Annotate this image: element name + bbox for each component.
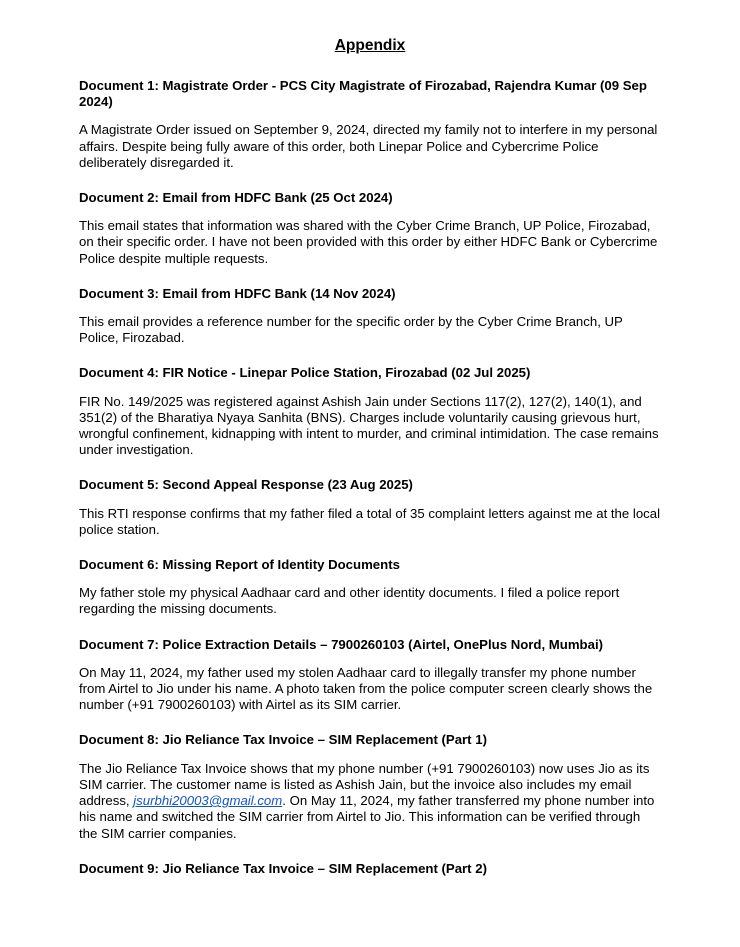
document-8-body-before: The Jio Reliance Tax Invoice shows that my phone number (+91 7900260103) now uses Jio as its SIM carrier. The customer name is listed as Ashish Jain, but the invoice also includes my email address, bbox=[79, 760, 650, 809]
document-8-body bbox=[79, 761, 661, 842]
document-3-body: This email provides a reference number for the specific order by the Cyber Crime Branch, UP Police, Firozabad. bbox=[79, 314, 623, 346]
document-2-body: This email states that information was shared with the Cyber Crime Branch, UP Police, Firozabad, on their specific order. I have not been provided with this order by either HDFC Bank or Cybercrime Police despite multiple requests. bbox=[79, 218, 658, 266]
page-title: Appendix bbox=[334, 37, 406, 54]
document-5-heading: Document 5: Second Appeal Response (23 Aug 2025) bbox=[79, 477, 413, 493]
document-9-heading: Document 9: Jio Reliance Tax Invoice – SIM Replacement (Part 2) bbox=[79, 860, 487, 876]
document-6-body: My father stole my physical Aadhaar card and other identity documents. I filed a police report regarding the missing documents. bbox=[79, 585, 620, 617]
document-7-heading: Document 7: Police Extraction Details – 7900260103 (Airtel, OnePlus Nord, Mumbai) bbox=[79, 636, 604, 652]
document-5-body: This RTI response confirms that my father filed a total of 35 complaint letters against me at the local police station. bbox=[79, 505, 661, 537]
document-8-body-after: . On May 11, 2024, my father transferred my phone number into his name and switched the SIM carrier from Airtel to Jio. This information can be verified through the SIM carrier companies. bbox=[79, 793, 655, 841]
document-3-heading: Document 3: Email from HDFC Bank (14 Nov 2024) bbox=[79, 285, 396, 301]
document-4-body: FIR No. 149/2025 was registered against Ashish Jain under Sections 117(2), 127(2), 140(1), and 351(2) of the Bharatiya Nyaya Sanhita (BNS). Charges include voluntarily causing grievous hurt, wrongful confinement, kidnapping with intent to murder, and criminal intimidation. The case remains under investigation. bbox=[79, 393, 659, 458]
document-8-heading: Document 8: Jio Reliance Tax Invoice – SIM Replacement (Part 1) bbox=[79, 732, 487, 748]
document-4-heading: Document 4: FIR Notice - Linepar Police Station, Firozabad (02 Jul 2025) bbox=[79, 365, 531, 381]
email-link[interactable]: jsurbhi20003@gmail.com bbox=[133, 793, 283, 809]
document-1-body: A Magistrate Order issued on September 9, 2024, directed my family not to interfere in my personal affairs. Despite being fully aware of this order, both Linepar Police and Cybercrime Police deliberately disregarded it. bbox=[79, 122, 658, 170]
document-6-heading: Document 6: Missing Report of Identity Documents bbox=[79, 557, 400, 573]
document-2-heading: Document 2: Email from HDFC Bank (25 Oct 2024) bbox=[79, 190, 393, 206]
document-7-body: On May 11, 2024, my father used my stolen Aadhaar card to illegally transfer my phone number from Airtel to Jio under his name. A photo taken from the police computer screen clearly shows the number (+91 7900260103) with Airtel as its SIM carrier. bbox=[79, 664, 653, 713]
document-1-heading: Document 1: Magistrate Order - PCS City Magistrate of Firozabad, Rajendra Kumar (09 Sep 2024) bbox=[79, 78, 647, 110]
